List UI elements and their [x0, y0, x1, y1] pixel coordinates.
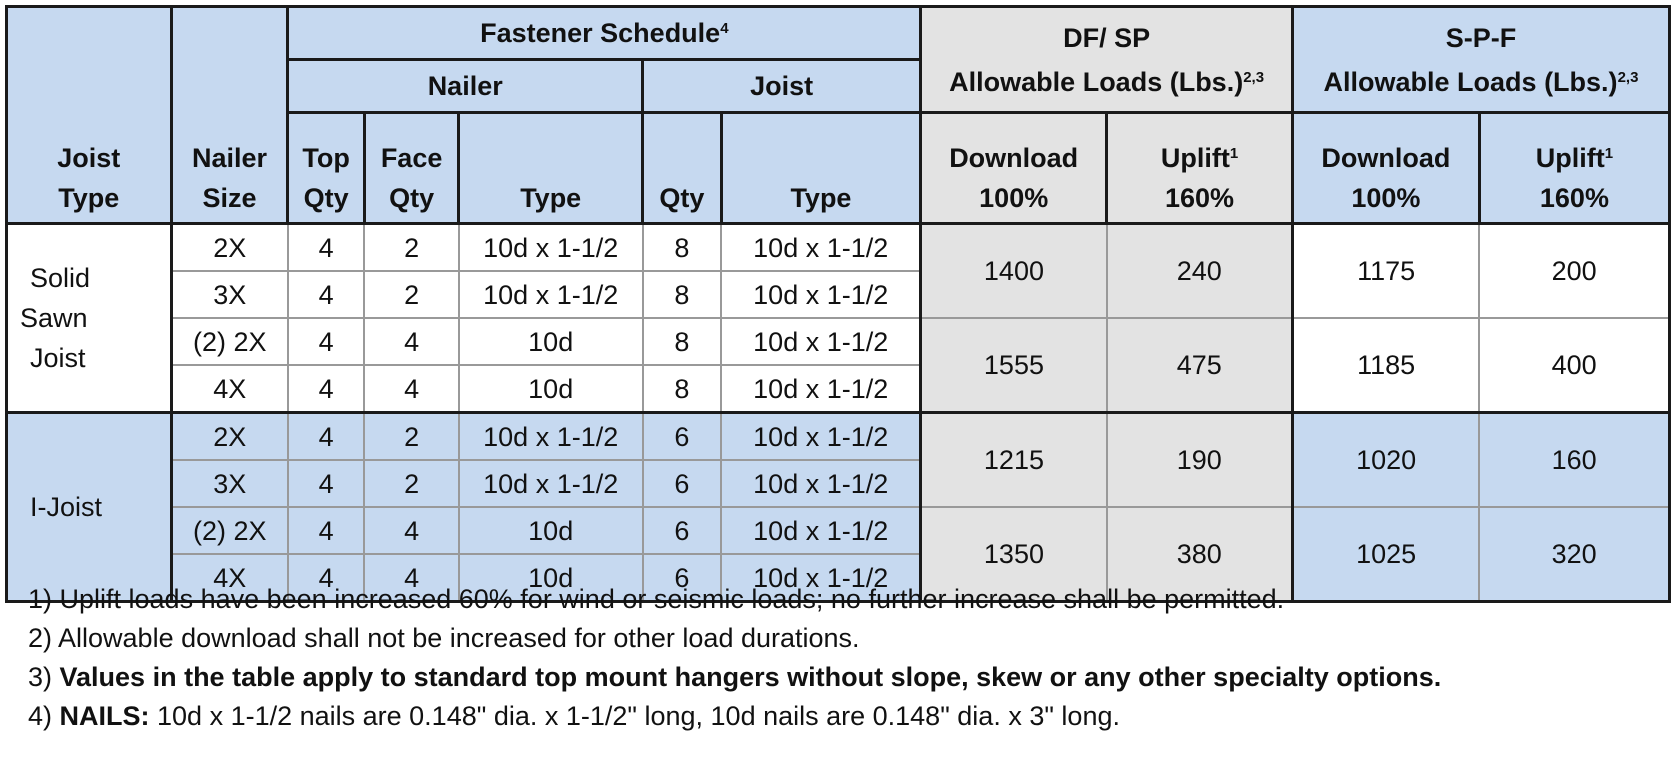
col-top-qty: Top Qty: [288, 113, 364, 224]
table-cell: 10d: [459, 507, 643, 554]
table-cell: 1175: [1292, 224, 1479, 319]
table-cell: 4: [288, 365, 364, 413]
table-cell: 3X: [171, 271, 288, 318]
load-table-container: [5, 5, 1671, 603]
table-cell: 4: [288, 413, 364, 461]
table-cell: 190: [1107, 413, 1293, 508]
col-joist-nail-type: Type: [721, 113, 921, 224]
table-cell: 4: [288, 507, 364, 554]
allowable-loads-table: [5, 5, 1671, 603]
table-cell: 6: [643, 460, 722, 507]
table-cell: 1020: [1292, 413, 1479, 508]
table-cell: 10d x 1-1/2: [721, 413, 921, 461]
table-cell: 6: [643, 554, 722, 602]
table-cell: 160: [1479, 413, 1669, 508]
table-cell: (2) 2X: [171, 318, 288, 365]
table-cell: 1185: [1292, 318, 1479, 413]
col-spf-download: Download 100%: [1292, 113, 1479, 224]
table-cell: 8: [643, 224, 722, 272]
footnotes: [28, 580, 1441, 736]
joist-type-cell: I-Joist: [7, 413, 172, 602]
col-df-uplift: Uplift$^1$ 160%: [1107, 113, 1293, 224]
table-cell: 4: [288, 554, 364, 602]
fastener-schedule-header: Fastener Schedule$^4$: [288, 7, 921, 60]
table-cell: 1400: [921, 224, 1107, 319]
table-cell: 10d x 1-1/2: [459, 413, 643, 461]
table-row: [7, 413, 1670, 461]
table-cell: 10d x 1-1/2: [721, 365, 921, 413]
table-cell: 2: [364, 224, 459, 272]
table-cell: 2: [364, 460, 459, 507]
table-cell: 3X: [171, 460, 288, 507]
table-cell: 400: [1479, 318, 1669, 413]
table-cell: 2: [364, 413, 459, 461]
table-cell: 380: [1107, 507, 1293, 602]
table-cell: 6: [643, 413, 722, 461]
table-row: [7, 318, 1670, 365]
joist-header: Joist: [643, 60, 921, 113]
table-cell: 10d x 1-1/2: [721, 271, 921, 318]
col-joist-type: Joist Type: [7, 7, 172, 224]
table-cell: (2) 2X: [171, 507, 288, 554]
table-cell: 10d x 1-1/2: [721, 318, 921, 365]
col-nailer-size: Nailer Size: [171, 7, 288, 224]
footnote-2: 2) Allowable download shall not be increased for other load durations.: [28, 623, 860, 653]
table-cell: 4: [288, 271, 364, 318]
df-sp-header: DF/ SP Allowable Loads $(Lbs.)^{2,3}$: [921, 7, 1293, 113]
table-cell: 240: [1107, 224, 1293, 319]
table-cell: 2X: [171, 413, 288, 461]
table-cell: 6: [643, 507, 722, 554]
table-cell: 4: [288, 224, 364, 272]
table-cell: 8: [643, 271, 722, 318]
table-cell: 10d: [459, 318, 643, 365]
table-row: [7, 224, 1670, 272]
table-cell: 10d x 1-1/2: [721, 507, 921, 554]
spf-header: S-P-F Allowable Loads $(Lbs.)^{2,3}$: [1292, 7, 1669, 113]
table-cell: 475: [1107, 318, 1293, 413]
table-cell: 2X: [171, 224, 288, 272]
table-cell: 4: [364, 507, 459, 554]
col-face-qty: Face Qty: [364, 113, 459, 224]
col-df-download: Download 100%: [921, 113, 1107, 224]
joist-type-cell: Solid Sawn Joist: [7, 224, 172, 413]
nailer-header: Nailer: [288, 60, 643, 113]
table-cell: 8: [643, 318, 722, 365]
table-cell: 8: [643, 365, 722, 413]
table-cell: 4X: [171, 554, 288, 602]
table-cell: 10d: [459, 365, 643, 413]
table-cell: 1555: [921, 318, 1107, 413]
table-cell: 10d x 1-1/2: [721, 554, 921, 602]
table-cell: 320: [1479, 507, 1669, 602]
footnote-1: 1) Uplift loads have been increased 60% for wind or seismic loads; no further increase shall be permitted.: [28, 584, 1285, 614]
table-cell: 4: [364, 554, 459, 602]
col-joist-qty: Qty: [643, 113, 722, 224]
table-cell: 1215: [921, 413, 1107, 508]
table-cell: 4: [364, 318, 459, 365]
table-cell: 10d x 1-1/2: [721, 460, 921, 507]
table-cell: 4: [288, 318, 364, 365]
table-cell: 10d x 1-1/2: [459, 271, 643, 318]
table-cell: 10d x 1-1/2: [459, 224, 643, 272]
table-row: [7, 507, 1670, 554]
table-cell: 10d: [459, 554, 643, 602]
table-cell: 4X: [171, 365, 288, 413]
col-spf-uplift: Uplift$^1$ 160%: [1479, 113, 1669, 224]
table-cell: 2: [364, 271, 459, 318]
footnote-3: 3) Values in the table apply to standard top mount hangers without slope, skew or any other specialty options.: [28, 662, 1442, 692]
col-nailer-type: Type: [459, 113, 643, 224]
footnote-4: 4) NAILS: 10d x 1-1/2 nails are 0.148" dia. x 1-1/2" long, 10d nails are 0.148" dia. x 3" long.: [28, 701, 1120, 731]
table-cell: 4: [288, 460, 364, 507]
table-cell: 10d x 1-1/2: [459, 460, 643, 507]
table-cell: 1350: [921, 507, 1107, 602]
table-cell: 1025: [1292, 507, 1479, 602]
table-cell: 200: [1479, 224, 1669, 319]
table-cell: 4: [364, 365, 459, 413]
table-cell: 10d x 1-1/2: [721, 224, 921, 272]
